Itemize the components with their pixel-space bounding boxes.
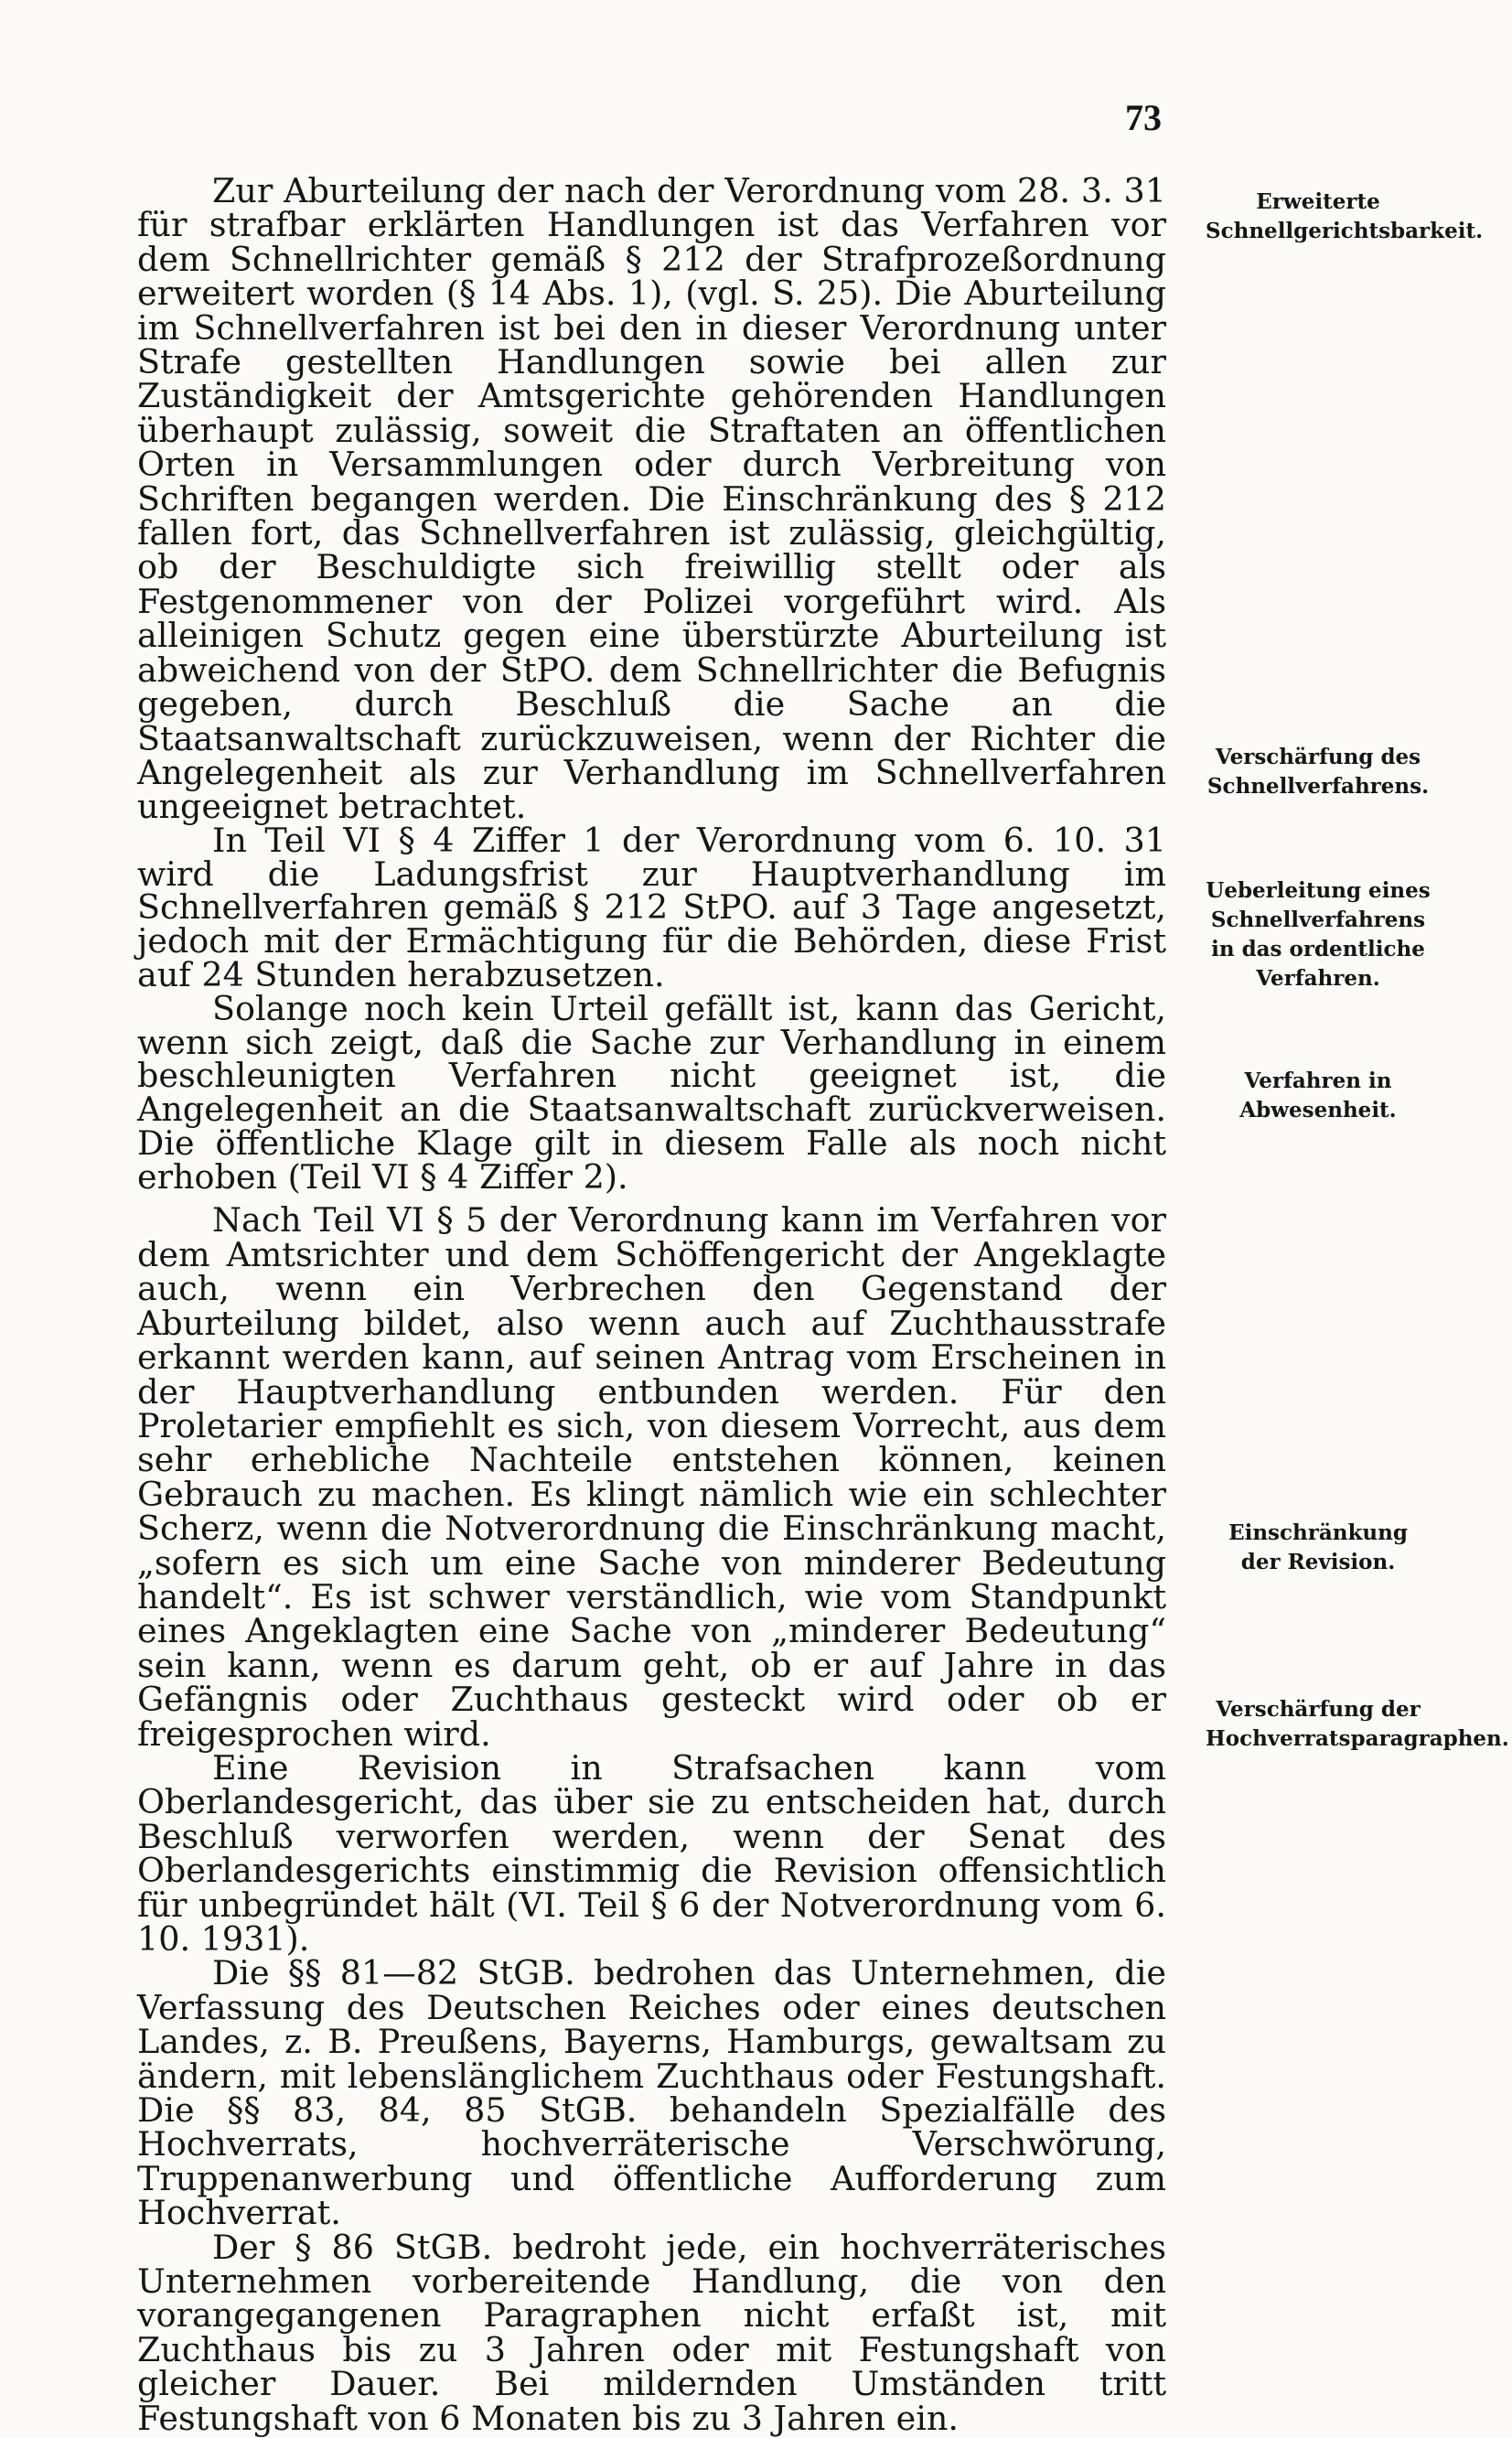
- paragraph-schnellgericht: Zur Aburteilung der nach der Verordnung vom 28. 3. 31 für strafbar erklärten Handlungen ist das Verfahren vor dem Schnellrichter gemäß § 212 der Strafprozeßordnung erweitert worden (§ 14 Abs. 1), (vgl. S. 25). Die Aburteilung im Schnellverfahren ist bei den in dieser Verordnung unter Strafe gestellten Handlungen sowie bei allen zur Zuständigkeit der Amtsgerichte gehörenden Handlungen überhaupt zulässig, soweit die Straftaten an öffentlichen Orten in Versammlungen oder durch Verbreitung von Schriften begangen werden. Die Einschränkung des § 212 fallen fort, das Schnellverfahren ist zulässig, gleichgültig, ob der Beschuldigte sich freiwillig stellt oder als Festgenommener von der Polizei vorgeführt wird. Als alleinigen Schutz gegen eine überstürzte Aburteilung ist abweichend von der StPO. dem Schnellrichter die Befugnis gegeben, durch Beschluß die Sache an die Staatsanwaltschaft zurückzuweisen, wenn der Richter die Angelegenheit als zur Verhandlung im Schnellverfahren ungeeignet betrachtet.: [137, 171, 1166, 827]
- page-number: 73: [1125, 97, 1162, 138]
- marginal-note-hochverrat: Verschärfung der Hochverratsparagraphen.: [1206, 1697, 1509, 1751]
- paragraph-ladungsfrist: In Teil VI § 4 Ziffer 1 der Verordnung vom 6. 10. 31 wird die Ladungsfrist zur Hauptverhandlung im Schnellverfahren gemäß § 212 StPO. auf 3 Tage angesetzt, jedoch mit der Ermächtigung für die Behörden, diese Frist auf 24 Stunden herabzusetzen.: [137, 820, 1166, 994]
- paragraph-abwesenheit: Nach Teil VI § 5 der Verordnung kann im Verfahren vor dem Amtsrichter und dem Schöffengericht der Angeklagte auch, wenn ein Verbrechen den Gegenstand der Aburteilung bildet, also wenn auch auf Zuchthausstrafe erkannt werden kann, auf seinen Antrag vom Erscheinen in der Hauptverhandlung entbunden werden. Für den Proletarier empfiehlt es sich, von diesem Vorrecht, aus dem sehr erhebliche Nachteile entstehen können, keinen Gebrauch zu machen. Es klingt nämlich wie ein schlechter Scherz, wenn die Notverordnung die Einschränkung macht, „sofern es sich um eine Sache von minderer Bedeutung handelt“. Es ist schwer verständlich, wie vom Standpunkt eines Angeklagten eine Sache von „minderer Bedeutung“ sein kann, wenn es darum geht, ob er auf Jahre in das Gefängnis oder Zuchthaus gesteckt wird oder ob er freigesprochen wird.: [137, 1200, 1166, 1754]
- marginal-note-schnellgerichtsbarkeit: Erweiterte Schnellgerichtsbarkeit.: [1206, 189, 1484, 243]
- marginal-note-verschaerfung-schnellverfahren: Verschärfung des Schnellverfahrens.: [1206, 745, 1430, 799]
- paragraph-paragraph-86: Der § 86 StGB. bedroht jede, ein hochverräterisches Unternehmen vorbereitende Handlung, die von den vorangegangenen Paragraphen nicht erfaßt ist, mit Zuchthaus bis zu 3 Jahren oder mit Festungshaft von gleicher Dauer. Bei mildernden Umständen tritt Festungshaft von 6 Monaten bis zu 3 Jahren ein.: [137, 2227, 1166, 2438]
- paragraph-ueberleitung: Solange noch kein Urteil gefällt ist, kann das Gericht, wenn sich zeigt, daß die Sache zur Verhandlung in einem beschleunigten Verfahren nicht geeignet ist, die Angelegenheit an die Staatsanwaltschaft zurückverweisen. Die öffentliche Klage gilt in diesem Falle als noch nicht erhoben (Teil VI § 4 Ziffer 2).: [137, 988, 1166, 1197]
- marginal-note-ueberleitung: Ueberleitung eines Schnellverfahrens in das ordentliche Verfahren.: [1206, 878, 1431, 991]
- marginal-note-revision: Einschränkung der Revision.: [1228, 1520, 1408, 1574]
- marginal-note-abwesenheit: Verfahren in Abwesenheit.: [1239, 1069, 1397, 1122]
- body-text: [137, 171, 1166, 2438]
- paragraph-revision: Eine Revision in Strafsachen kann vom Oberlandesgericht, das über sie zu entscheiden hat, durch Beschluß verworfen werden, wenn der Senat des Oberlandesgerichts einstimmig die Revision offensichtlich für unbegründet hält (VI. Teil § 6 der Notverordnung vom 6. 10. 1931).: [137, 1747, 1166, 1960]
- paragraph-hochverrat: Die §§ 81—82 StGB. bedrohen das Unternehmen, die Verfassung des Deutschen Reiches oder eines deutschen Landes, z. B. Preußens, Bayerns, Hamburgs, gewaltsam zu ändern, mit lebenslänglichem Zuchthaus oder Festungshaft. Die §§ 83, 84, 85 StGB. behandeln Spezialfälle des Hochverrats, hochverräterische Verschwörung, Truppenanwerbung und öffentliche Aufforderung zum Hochverrat.: [137, 1953, 1166, 2233]
